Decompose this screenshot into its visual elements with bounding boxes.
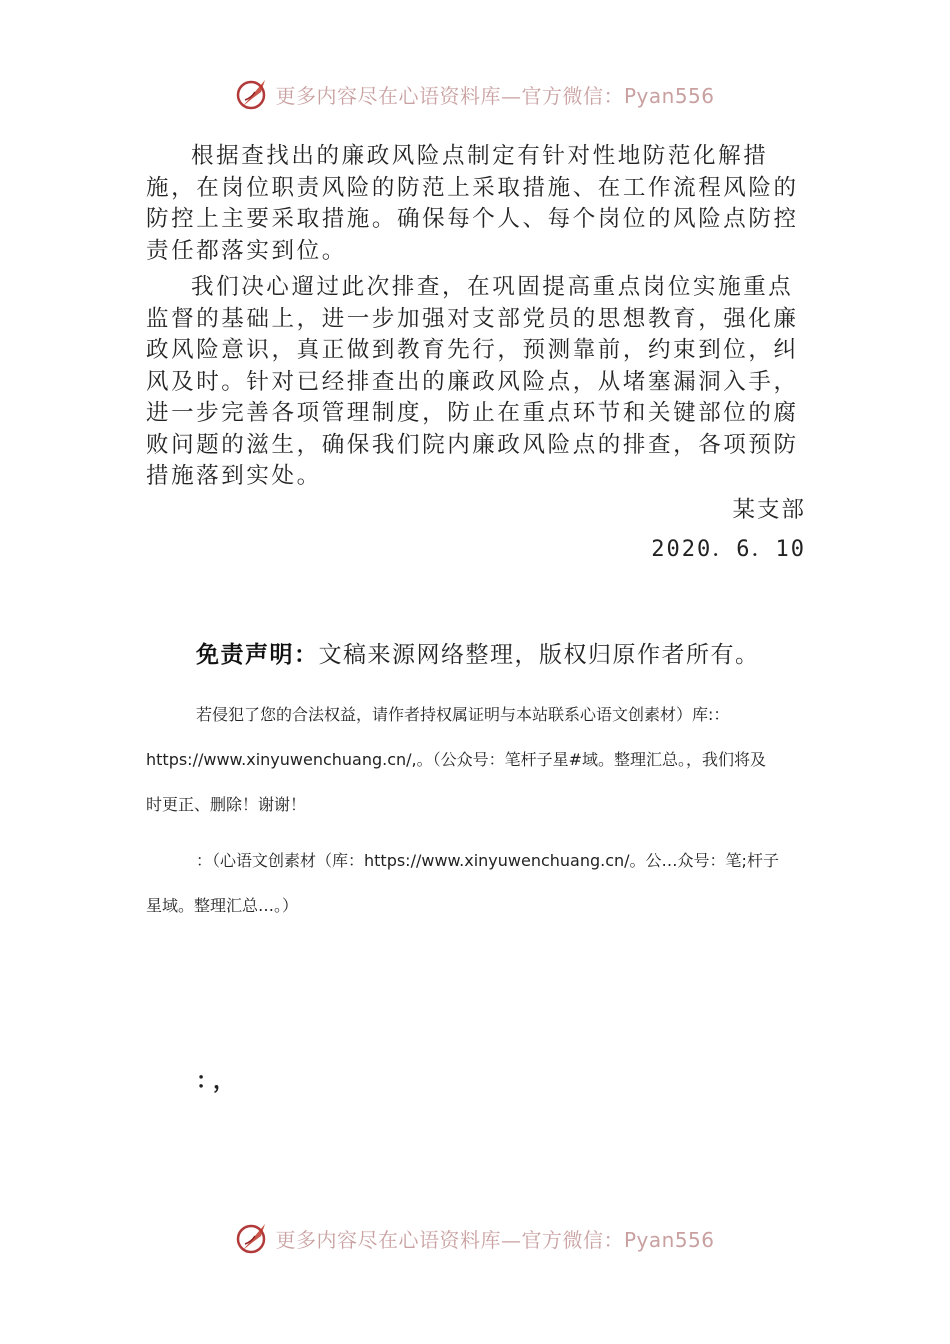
quill-logo-icon [235,76,271,112]
notice-line-1: 若侵犯了您的合法权益，请作者持权属证明与本站联系心语文创素材）库:： [196,705,730,724]
date: 2020．6．10 [651,537,806,562]
notice-line-4: ：（心语文创素材（库：https://www.xinyuwenchuang.cn/。公…众号：笔;杆子 [196,851,779,870]
notice-line-5: 星域。整理汇总…。） [146,896,299,915]
disclaimer-text: 文稿来源网络整理，版权归原作者所有。 [318,642,760,668]
wechat-id: Pyan556 [623,83,715,108]
paragraph-2: 我们决心遛过此次排查，在巩固提高重点岗位实施重点监督的基础上，进一步加强对支部党员的思想教育，强化廉政风险意识，真正做到教育先行，预测靠前，约束到位，纠风及时。针对已经排查出的廉政风险点，从堵塞漏洞入手，进一步完善各项管理制度，防止在重点环节和关键部位的腐败问题的滋生，确保我们院内廉政风险点的排查，各项预防措施落到实处。 [146,274,799,489]
footer-banner [0,1216,950,1260]
notice-line-3: 时更正、删除！谢谢！ [146,795,307,814]
quill-logo-icon [235,1220,271,1256]
notice-line-2: https://www.xinyuwenchuang.cn/,。（公众号：笔杆子星#域。整理汇总。，我们将及 [146,750,767,769]
trailing-marks: ：， [196,1069,242,1094]
wechat-id: Pyan556 [623,1227,715,1252]
header-banner [0,72,950,116]
banner-text: 更多内容尽在心语资料库—官方微信：Pyan556 [275,1227,715,1252]
banner-text: 更多内容尽在心语资料库—官方微信：Pyan556 [275,83,715,108]
signature: 某支部 [732,497,806,523]
paragraph-1: 根据查找出的廉政风险点制定有针对性地防范化解措施，在岗位职责风险的防范上采取措施、在工作流程风险的防控上主要采取措施。确保每个人、每个岗位的风险点防控责任都落实到位。 [146,143,799,264]
disclaimer [196,636,760,669]
disclaimer-label: 免责声明： [196,642,319,668]
